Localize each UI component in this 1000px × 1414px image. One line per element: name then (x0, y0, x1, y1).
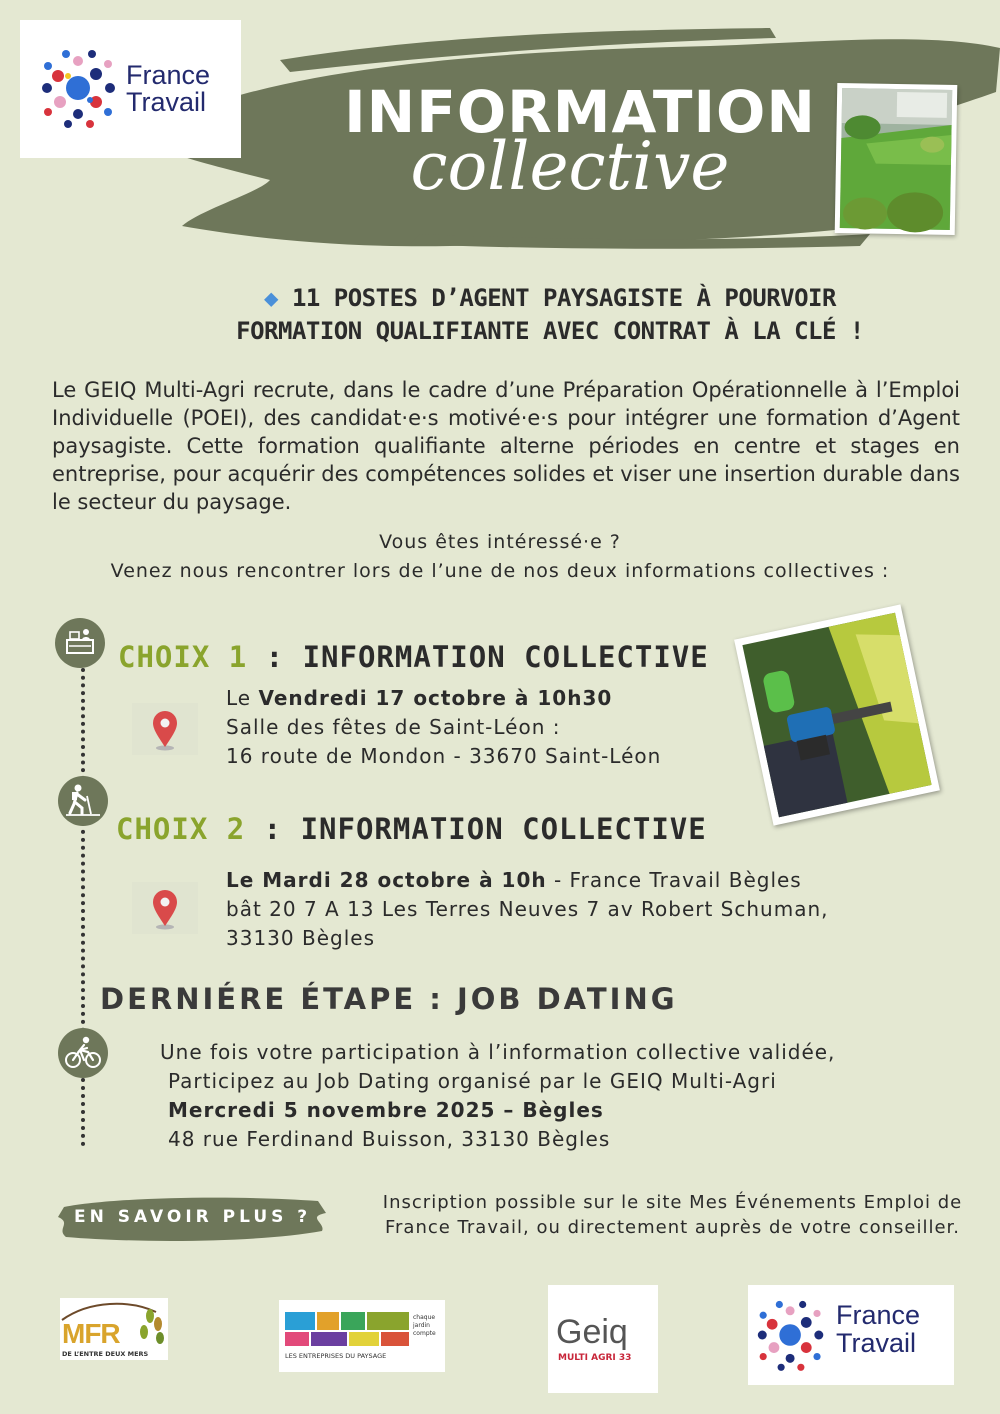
mfr-name: MFR (62, 1318, 120, 1349)
geiq-sub: MULTI AGRI 33 (558, 1353, 632, 1363)
choice-1-address: 16 route de Mondon - 33670 Saint-Léon (226, 744, 662, 768)
location-pin-icon (132, 703, 198, 755)
paysage-tagline: chaque jardin compte (413, 1314, 436, 1337)
hedge-trimmer-photo (734, 604, 940, 825)
cyclist-icon (58, 1028, 108, 1078)
choice-1-date-prefix: Le (226, 686, 259, 710)
invitation-line-1: Vous êtes intéressé·e ? (379, 531, 621, 553)
choice-1-heading: : INFORMATION COLLECTIVE (247, 640, 709, 674)
choice-2-heading: : INFORMATION COLLECTIVE (245, 812, 707, 846)
page-subtitle: collective (410, 128, 730, 205)
geiq-name: Geiq (556, 1313, 628, 1351)
mfr-sub: DE L’ENTRE DEUX MERS (62, 1350, 149, 1358)
hiker-icon (58, 776, 108, 826)
choice-2-address-1: bât 20 7 A 13 Les Terres Neuves 7 av Robert Schuman, (226, 897, 829, 921)
choice-1-title (118, 640, 709, 674)
location-pin-icon (132, 882, 198, 934)
choice-1-label: CHOIX 1 (118, 640, 248, 674)
choice-2-title (116, 812, 707, 846)
headline (150, 282, 950, 348)
last-step-title: DERNIÉRE ÉTAPE : JOB DATING (100, 982, 678, 1016)
timeline-dots (81, 822, 85, 1032)
inscription-note: Inscription possible sur le site Mes Événements Emploi de France Travail, ou directement auprès de votre conseiller. (382, 1192, 963, 1238)
partner-brand-line-2: Travail (836, 1328, 917, 1358)
diamond-bullet-icon: ◆ (264, 284, 292, 312)
france-travail-dots-icon (40, 48, 118, 128)
last-step-address: 48 rue Ferdinand Buisson, 33130 Bègles (168, 1127, 611, 1151)
en-savoir-plus-label[interactable]: EN SAVOIR PLUS ? (74, 1207, 312, 1227)
brand-line-2: Travail (126, 87, 207, 117)
choice-1-place: Salle des fêtes de Saint-Léon : (226, 715, 561, 739)
invitation (50, 528, 950, 586)
choice-2-details (226, 866, 926, 953)
headline-line-2: FORMATION QUALIFIANTE AVEC CONTRAT À LA CLÉ ! (236, 317, 864, 345)
paysage-blocks-icon (285, 1312, 411, 1348)
choice-2-address-2: 33130 Bègles (226, 926, 375, 950)
choice-2-date: Le Mardi 28 octobre à 10h (226, 868, 547, 892)
france-travail-partner-logo[interactable] (748, 1285, 954, 1385)
choice-2-label: CHOIX 2 (116, 812, 246, 846)
mfr-logo[interactable] (60, 1298, 168, 1360)
headline-line-1: 11 POSTES D’AGENT PAYSAGISTE À POURVOIR (291, 284, 836, 312)
choice-2-place: - France Travail Bègles (546, 868, 802, 892)
last-step-date: Mercredi 5 novembre 2025 – Bègles (168, 1098, 604, 1122)
entreprises-du-paysage-logo[interactable] (279, 1300, 445, 1372)
last-step-details (160, 1038, 940, 1154)
france-travail-logo[interactable] (20, 20, 241, 158)
last-step-line-1: Une fois votre participation à l’information collective validée, (160, 1040, 836, 1064)
brand-line-1: France (126, 60, 211, 90)
partner-brand-line-1: France (836, 1300, 921, 1330)
geiq-logo[interactable] (548, 1285, 658, 1393)
meeting-icon (55, 618, 105, 668)
choice-1-details (226, 684, 746, 771)
page-title: INFORMATION (344, 78, 816, 146)
invitation-line-2: Venez nous rencontrer lors de l’une de nos deux informations collectives : (110, 560, 890, 582)
timeline-dots (81, 668, 85, 780)
paysage-name: LES ENTREPRISES DU PAYSAGE (285, 1352, 387, 1360)
garden-photo (835, 83, 958, 235)
last-step-line-2: Participez au Job Dating organisé par le GEIQ Multi-Agri (168, 1069, 777, 1093)
choice-1-date: Vendredi 17 octobre à 10h30 (258, 686, 613, 710)
intro-paragraph: Le GEIQ Multi-Agri recrute, dans le cadre d’une Préparation Opérationnelle à l’Emploi Individuelle (POEI), des candidat·e·s motivé·e·s pour intégrer une formation d’Agent paysagiste. Cette formation qualifiante alterne périodes en centre et stages en entreprise, pour acquérir des compétences solides et viser une insertion durable dans le secteur du paysage. (52, 378, 960, 514)
timeline-dots (81, 1078, 85, 1146)
france-travail-dots-icon (756, 1299, 826, 1371)
